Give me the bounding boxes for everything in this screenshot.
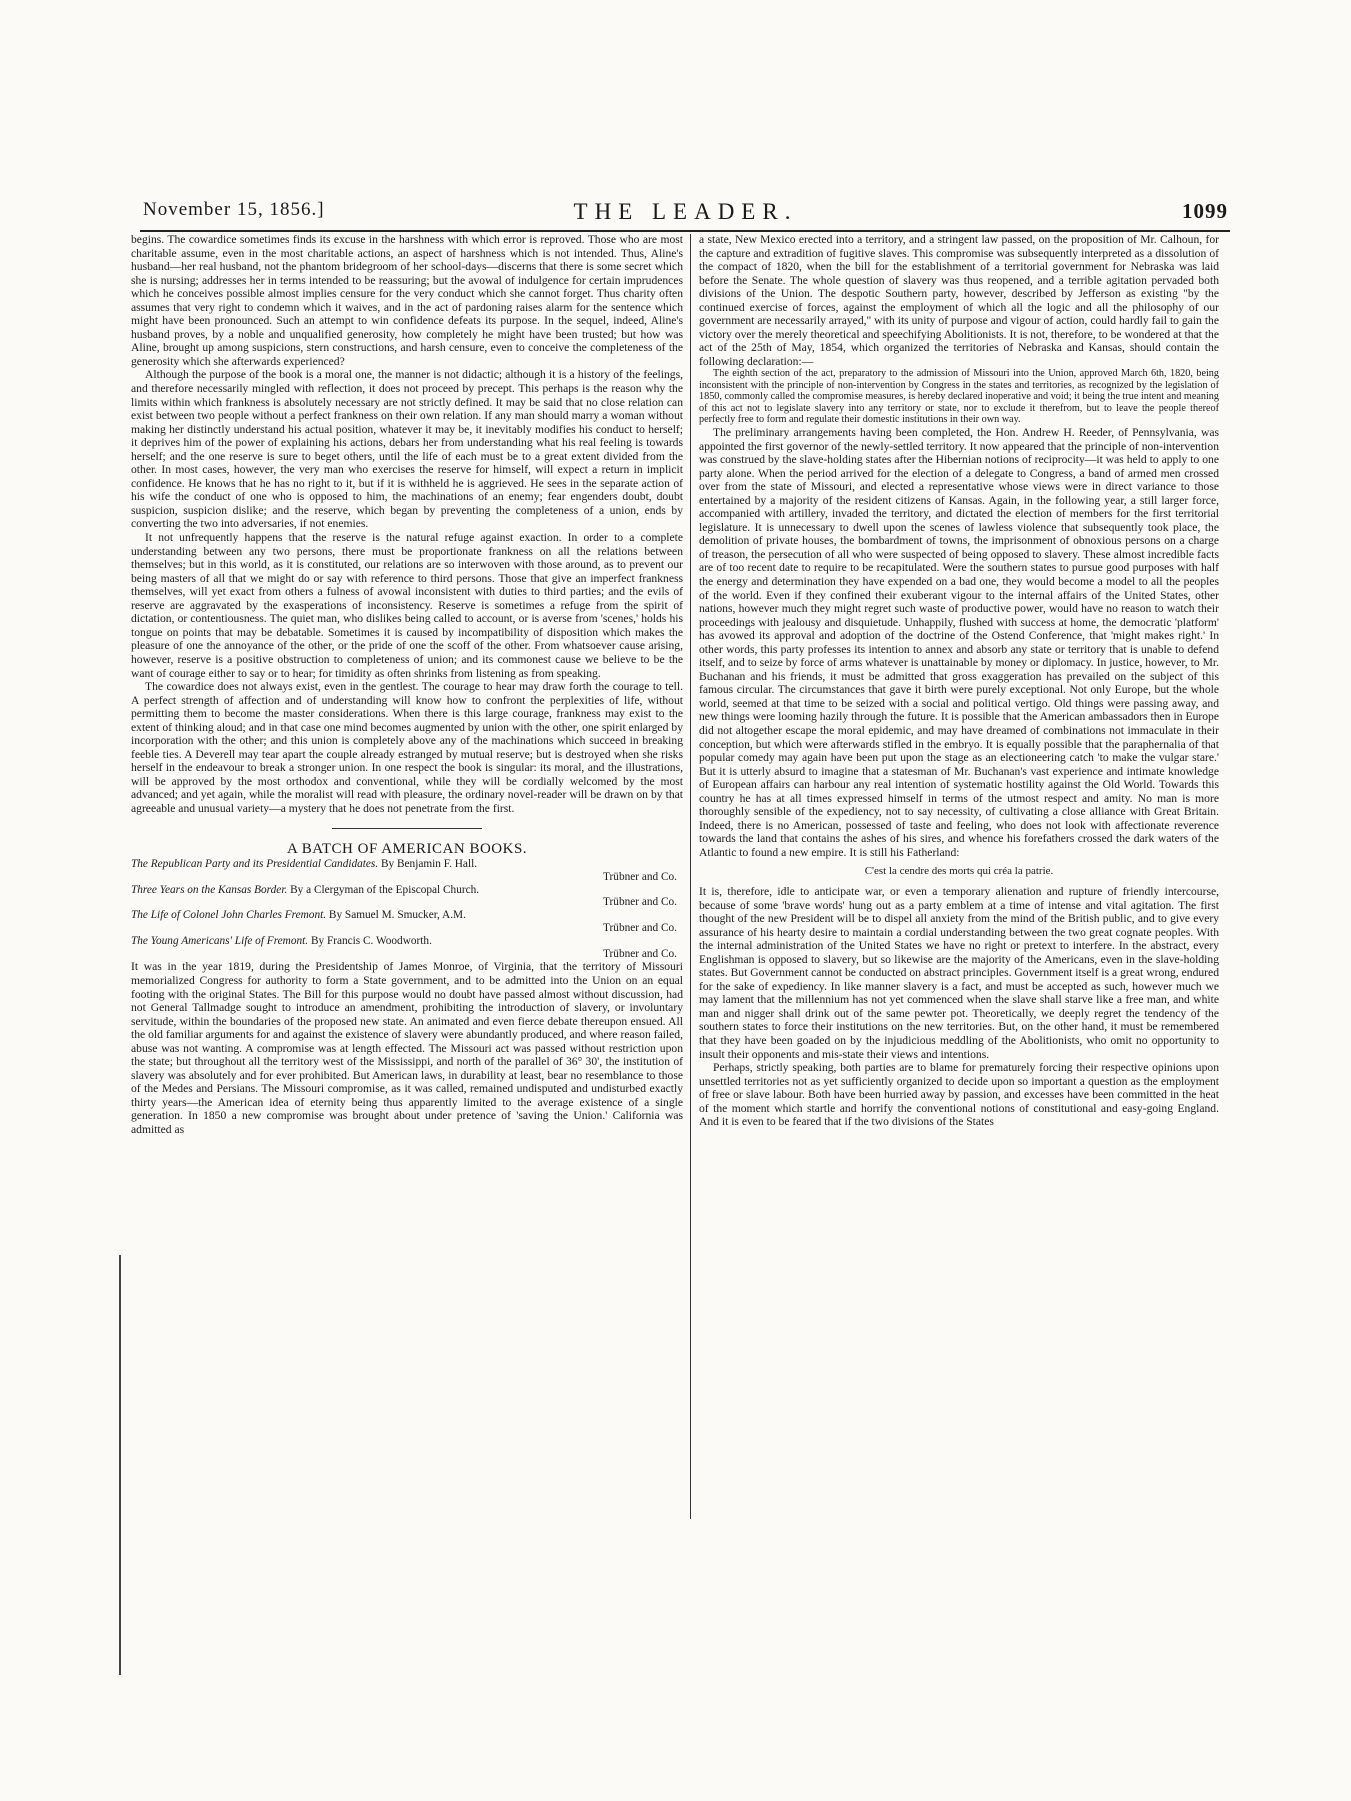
right-column bbox=[699, 233, 1219, 1129]
book-title: The Life of Colonel John Charles Fremont. bbox=[131, 909, 327, 922]
quoted-act: The eighth section of the act, preparatory to the admission of Missouri into the Union, approved March 6th, 1820, being inconsistent with the principle of non-intervention by Congress in the states and territories, as recognized by the legislation of 1850, commonly called the compromise measures, is hereby declared inoperative and void; it being the true intent and meaning of this act not to legislate slavery into any territory or state, nor to exclude it therefrom, but to leave the people thereof perfectly free to form and regulate their domestic institutions in their own way. bbox=[699, 368, 1219, 426]
article-paragraph: It is, therefore, idle to anticipate war, or even a temporary alienation and rupture of friendly intercourse, because of some 'brave words' hung out as a party emblem at a time of intense and vital agitation. The first thought of the new President will be to dispel all anxiety from the mind of the British public, and to give every assurance of his hearty desire to maintain a cordial understanding between the two great cognate peoples. With the internal administration of the United States we have no right or pretext to interfere. In the abstract, every Englishman is opposed to slavery, but so likewise are the majority of the Americans, even in the slave-holding states. But Government cannot be conducted on abstract principles. Government itself is a great wrong, endured for the sake of expediency. In like manner slavery is a fact, and must be accepted as such, however much we may lament that the millennium has not yet commenced when the slave shall starve like a free man, and white man and nigger shall drink out of the same pewter pot. Theoretically, we deeply regret the tendency of the southern states to force their institutions on the new territories. But, on the other hand, it must be remembered that they have been goaded on by the injudicious meddling of the Abolitionists, who omit no opportunity to insult their opponents and mis-state their views and intentions. bbox=[699, 885, 1219, 1061]
book-publisher: Trübner and Co. bbox=[603, 896, 677, 909]
column-divider bbox=[690, 234, 691, 1519]
issue-date: November 15, 1856.] bbox=[143, 199, 325, 220]
book-author: By Samuel M. Smucker, A.M. bbox=[328, 909, 466, 922]
page-header bbox=[143, 199, 1228, 227]
header-rule bbox=[140, 230, 1230, 232]
book-title: The Young Americans' Life of Fremont. bbox=[131, 934, 309, 947]
book-entry bbox=[131, 884, 683, 910]
page-number: 1099 bbox=[1182, 199, 1228, 223]
book-publisher: Trübner and Co. bbox=[603, 947, 677, 960]
masthead-title: THE LEADER. bbox=[573, 199, 798, 224]
margin-mark bbox=[119, 1255, 126, 1675]
article-paragraph: Perhaps, strictly speaking, both parties are to blame for prematurely forcing their respective opinions upon unsettled territories not as yet sufficiently organized to decide upon so important a question as the employment of free or slave labour. Both have been hurried away by passion, and excesses have been committed in the heat of the moment which startle and horrify the conventional notions of constitutional and easy-going England. And it is even to be feared that if the two divisions of the States bbox=[699, 1061, 1219, 1129]
book-publisher: Trübner and Co. bbox=[603, 922, 677, 935]
book-author: By a Clergyman of the Episcopal Church. bbox=[290, 883, 480, 896]
section-separator bbox=[332, 828, 482, 829]
book-publisher: Trübner and Co. bbox=[603, 870, 677, 883]
book-author: By Benjamin F. Hall. bbox=[380, 858, 478, 871]
article-paragraph: The preliminary arrangements having been completed, the Hon. Andrew H. Reeder, of Pennsylvania, was appointed the first governor of the newly-settled territory. It now appeared that the principle of non-intervention was construed by the slave-holding states after the Hibernian notions of reciprocity—it was held to apply to one party alone. When the period arrived for the election of a delegate to Congress, a band of armed men crossed over from the state of Missouri, and elected a representative whose views were in direct variance to those entertained by a majority of the resident citizens of Kansas. Again, in the following year, a still larger force, accompanied with artillery, invaded the territory, and dictated the election of members for the first territorial legislature. It is unnecessary to dwell upon the scenes of lawless violence that subsequently took place, the demolition of private houses, the bombardment of towns, the imprisonment of obnoxious persons on a charge of treason, the persecution of all who were suspected of being opposed to slavery. These almost incredible facts are of too recent date to require to be recapitulated. Were the southern states to pursue good purposes with half the energy and determination they have expended on a bad one, they would become a model to all the peoples of the world. Even if they confined their exuberant vigour to the internal affairs of the United States, other nations, however much they might regret such waste of productive power, would have no reason to watch their proceedings with jealousy and disquietude. Unhappily, flushed with success at home, the democratic 'platform' has avowed its approval and adoption of the doctrine of the Ostend Conference, that 'might makes right.' In other words, this party professes its intention to annex and absorb any state or territory that is unable to defend itself, and to seize by force of arms whatever is unattainable by money or diplomacy. In justice, however, to Mr. Buchanan and his friends, it must be admitted that gross exaggeration has prevailed on the subject of this famous circular. The circumstances that gave it birth were purely exceptional. Not only Europe, but the whole world, seemed at that time to be seized with a social and political vertigo. Old things were passing away, and new things were looming hazily through the future. It is possible that the American ambassadors then in Europe did not altogether escape the moral epidemic, and may have dreamed of combinations not immaculate in their conception, but which were afterwards stifled in the embryo. It is equally possible that the paraphernalia of that popular comedy may again have been put upon the stage as an electioneering catch 'to make the vulgar stare.' But it is utterly absurd to imagine that a statesman of Mr. Buchanan's vast experience and intimate knowledge of European affairs can harbour any real intention of systematic hostility against the Old World. Towards this country he has at all times expressed himself in terms of the utmost respect and amity. No man is more thoroughly sensible of the expediency, not to say necessity, of cultivating a close alliance with Great Britain. Indeed, there is no American, possessed of taste and feeling, who does not look with affectionate reverence towards the land that contains the ashes of his sires, and whence his forefathers crossed the dark waters of the Atlantic to found a new empire. It is still his Fatherland: bbox=[699, 425, 1219, 859]
section-title: A BATCH OF AMERICAN BOOKS. bbox=[286, 840, 528, 857]
book-entry bbox=[131, 935, 683, 961]
book-title: Three Years on the Kansas Border. bbox=[131, 883, 288, 896]
book-entry bbox=[131, 858, 683, 884]
review-paragraph: The cowardice does not always exist, even in the gentlest. The courage to hear may draw forth the courage to tell. A perfect strength of affection and of understanding will know how to confront the perplexities of life, without permitting them to become the master considerations. When there is this large courage, frankness may exist to the extent of thinking aloud; and in that case one mind becomes augmented by union with the other, one spirit enlarged by incorporation with the other; and this union is completely above any of the machinations which succeed in breaking feeble ties. A Deverell may tear apart the couple already estranged by mutual reserve; but is destroyed when she risks herself in the endeavour to break a stronger union. In one respect the book is singular: its moral, and the illustrations, will be approved by the most orthodox and conventional, while they will be cordially welcomed by the most advanced; and yet again, while the moralist will read with pleasure, the ordinary novel-reader will be drawn on by that agreeable and unusual variety—a mystery that he does not penetrate from the first. bbox=[131, 680, 683, 815]
book-title: The Republican Party and its Presidential Candidates. bbox=[131, 858, 379, 871]
review-paragraph: begins. The cowardice sometimes finds its excuse in the harshness with which error is reproved. Those who are most charitable assume, even in the most charitable actions, an aspect of harshness which is not intended. Thus, Aline's husband—her real husband, not the phantom bridegroom of her school-days—discerns that there is some secret which she is nursing; addresses her in terms intended to be reassuring; but the avowal of indulgence for certain imprudences which he conceives possible almost implies censure for the very conduct which she cannot forget. Thus charity often assumes that very right to condemn which it waives, and in the act of pardoning raises alarm for the sentence which might have been pronounced. Such an attempt to win confidence defeats its purpose. In the sequel, indeed, Aline's husband proves, by a noble and unqualified generosity, how completely he might have been trusted; but how was Aline, brought up among suspicions, stern constructions, and harsh censure, even to conceive the completeness of the generosity which she afterwards experienced? bbox=[131, 233, 683, 368]
book-entry bbox=[131, 909, 683, 935]
article-body: It was in the year 1819, during the Presidentship of James Monroe, of Virginia, that the territory of Missouri memorialized Congress for authority to form a State government, and to be admitted into the Union on an equal footing with the original States. The Bill for this purpose would no doubt have passed almost without discussion, had not General Tallmadge sought to introduce an amendment, prohibiting the introduction of slavery, or involuntary servitude, within the boundaries of the proposed new state. An animated and even fierce debate thereupon ensued. All the old familiar arguments for and against the existence of slavery were abundantly produced, and where reason failed, abuse was not wanting. A compromise was at length effected. The Missouri act was passed without restriction upon the state; but throughout all the territory west of the Mississippi, and north of the parallel of 36° 30', the institution of slavery was absolutely and for ever prohibited. But American laws, in durability at least, bear no resemblance to those of the Medes and Persians. The Missouri compromise, as it was called, remained undisputed and undisturbed exactly thirty years—the American idea of eternity being thus apparently limited to the average existence of a single generation. In 1850 a new compromise was brought about under pretence of 'saving the Union.' California was admitted as bbox=[131, 960, 683, 1136]
book-author: By Francis C. Woodworth. bbox=[310, 934, 432, 947]
review-paragraph: Although the purpose of the book is a moral one, the manner is not didactic; although it is a history of the feelings, and therefore necessarily mingled with reflection, it does not proceed by precept. This perhaps is the reason why the limits within which frankness is absolutely necessary are not strictly defined. It may be said that no close relation can exist between two people without a perfect frankness on their own relation. If any man should marry a woman without making her distinctly understand his actual position, whatever it may be, it inevitably modifies his conduct to herself; it deprives him of the power of explaining his actions, debars her from understanding what his real feeling is towards herself; and the one reserve is sure to beget others, until the life of each must be to a great extent divided from the other. In most cases, however, the very man who exercises the reserve for himself, will expect a return in implicit confidence. He knows that he has no right to it, but if it is withheld he is aggrieved. He sees in the separate action of his wife the conduct of one who is opposed to him, the machinations of an enemy; fear engenders doubt, doubt suspicion, suspicion dislike; and the reserve, which began by preventing the completeness of a union, ends by converting the two into adversaries, if not enemies. bbox=[131, 368, 683, 531]
review-paragraph: It not unfrequently happens that the reserve is the natural refuge against exaction. In order to a complete understanding between any two persons, there must be proportionate frankness on all the relations between themselves; but in this world, as it is constituted, our relations are so interwoven with those around, as to prevent our being masters of all that we might do or say with reference to third persons. Those that give an imperfect frankness themselves, will yet exact from others a fulness of avowal inconsistent with duties to third parties; and the evils of reserve are aggravated by the exasperations of inconsistency. Reserve is sometimes a refuge from the spirit of dictation, or contentiousness. The quiet man, who dislikes being called to account, or is averse from 'scenes,' holds his tongue on points that may be debatable. Sometimes it is caused by incompatibility of disposition which makes the pleasure of one the annoyance of the other, or the pride of one the scoff of the other. From whatsoever cause arising, however, reserve is a positive obstruction to completeness of union; and its commonest cause we believe to be the want of courage either to say or to hear; for timidity as often shrinks from listening as from speaking. bbox=[131, 531, 683, 680]
left-column bbox=[131, 233, 683, 1137]
article-paragraph: a state, New Mexico erected into a territory, and a stringent law passed, on the proposition of Mr. Calhoun, for the capture and extradition of fugitive slaves. This compromise was subsequently interpreted as a dissolution of the compact of 1820, when the bill for the establishment of a territorial government for Nebraska was laid before the Senate. The whole question of slavery was thus reopened, and a terrible agitation pervaded both divisions of the Union. The despotic Southern party, however, described by Jefferson as existing "by the continued exercise of forces, against the employment of which all the logic and all the philosophy of our government are necessarily arrayed," with its unity of purpose and vigour of action, could hardly fail to gain the victory over the merely theoretical and speechifying Abolitionists. It is not, therefore, to be wondered at that the act of the 25th of May, 1854, which organized the territories of Nebraska and Kansas, should contain the following declaration:— bbox=[699, 233, 1219, 368]
french-quote: C'est la cendre des morts qui créa la patrie. bbox=[864, 865, 1054, 878]
